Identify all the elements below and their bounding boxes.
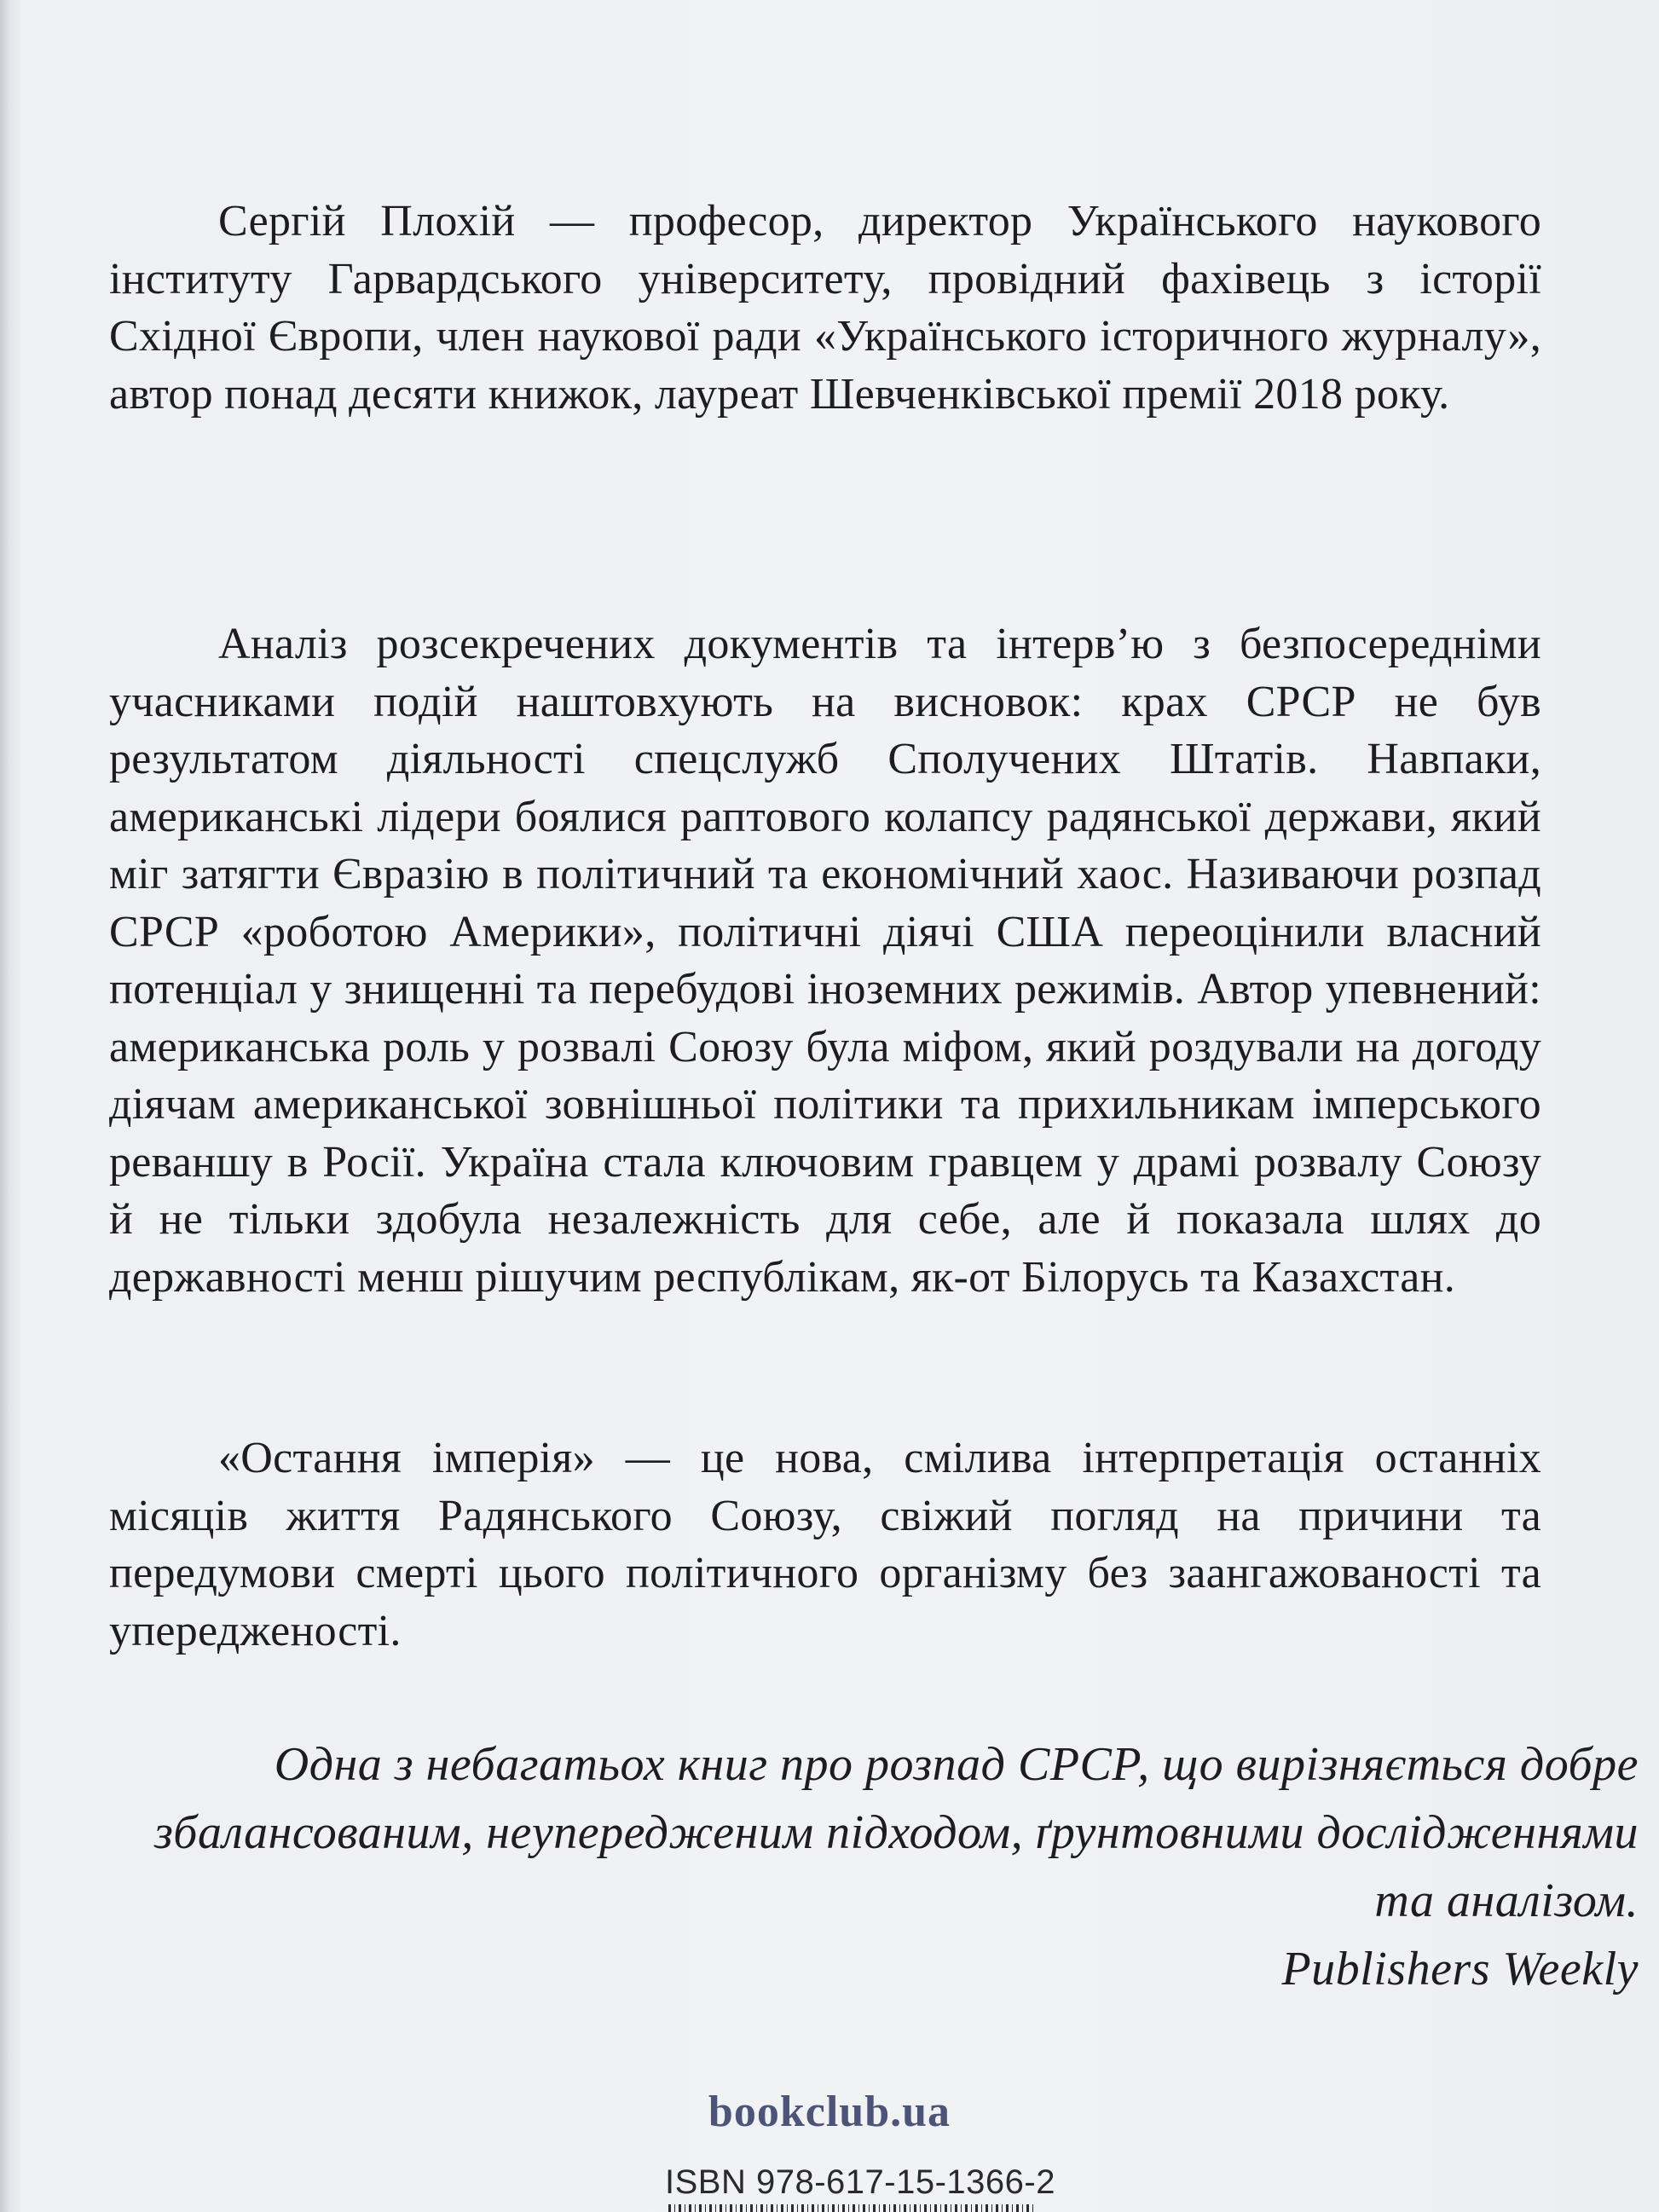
isbn-label: ISBN 978-617-15-1366-2	[665, 2163, 1055, 2201]
barcode	[668, 2204, 1035, 2212]
review-quote-block	[121, 1730, 1639, 2003]
review-quote: Одна з небагатьох книг про розпад СРСР, що вирізняється добре збалансованим, неупередженим підходом, ґрунтовними дослідженнями та аналізом.	[153, 1738, 1639, 1927]
author-bio: Сергій Плохій — професор, директор Українського наукового інституту Гарвардського університету, провідний фахівець з історії Східної Європи, член наукової ради «Українського історичного журналу», автор понад десяти книжок, лауреат Шевченківської премії 2018 року.	[109, 197, 1541, 419]
book-summary-paragraph-2: «Остання імперія» — це нова, смілива інтерпретація останніх місяців життя Радянського Союзу, свіжий погляд на причини та передумови смерті цього політичного організму без заангажованості та упередженості.	[109, 1434, 1541, 1655]
publisher-website: bookclub.ua	[708, 2088, 951, 2136]
book-summary-paragraph: Аналіз розсекречених документів та інтерв’ю з безпосередніми учасниками подій наштовхують на висновок: крах СРСР не був результатом діяльності спецслужб Сполучених Штатів. Навпаки, американські лідери боялися раптового колапсу радянської держави, який міг затягти Євразію в політичний та економічний хаос. Називаючи розпад СРСР «роботою Америки», політичні діячі США переоцінили власний потенціал у знищенні та перебудові іноземних режимів. Автор упевнений: американська роль у розвалі Союзу була міфом, який роздували на догоду діячам американської зовнішньої політики та прихильникам імперського реваншу в Росії. Україна стала ключовим гравцем у драмі розвалу Союзу й не тільки здобула незалежність для себе, але й показала шлях до державності менш рішучим республікам, як-от Білорусь та Казахстан.	[109, 620, 1541, 1302]
review-source: Publishers Weekly	[1281, 1943, 1639, 1995]
